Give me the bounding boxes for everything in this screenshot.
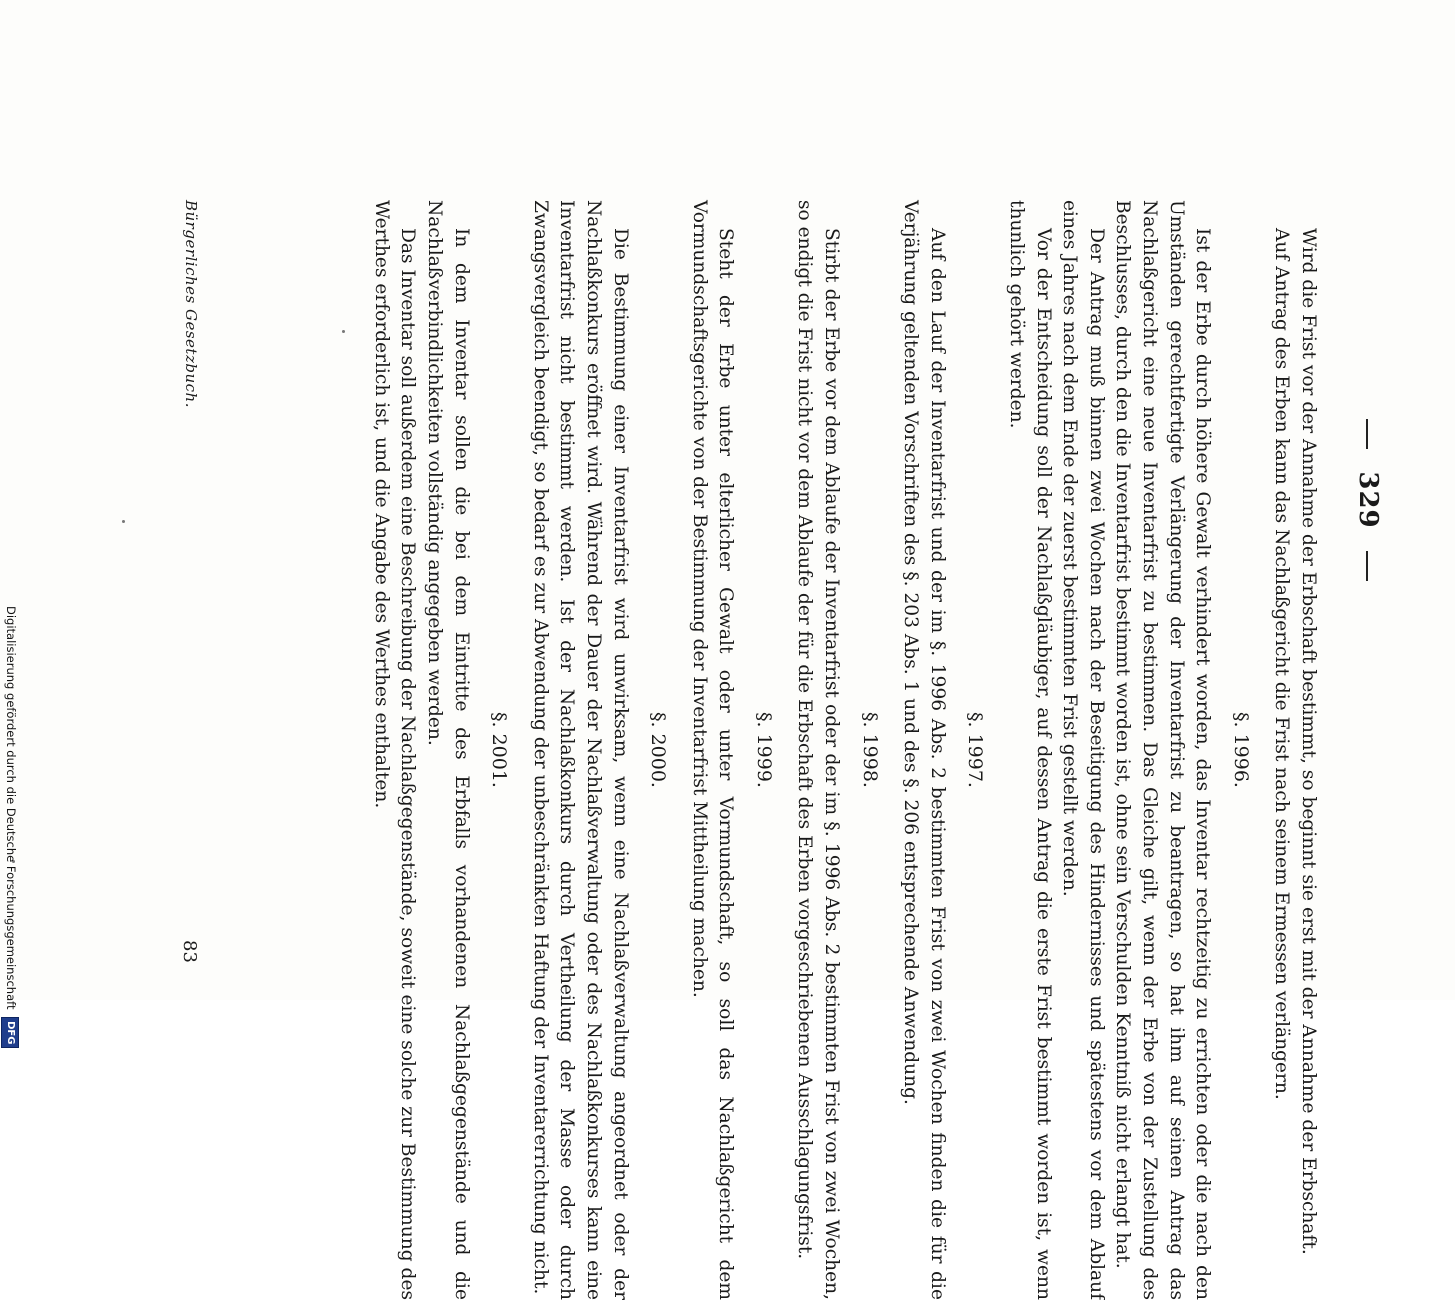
footer-signature-mark: 83 (179, 940, 200, 963)
intro-paragraph-2: Auf Antrag des Erben kann das Nachlaßgericht die Frist nach seinem Ermessen verlängern. (1271, 228, 1293, 1100)
section-1997-paragraph-1: Auf den Lauf der Inventarfrist und der im §. 1996 Abs. 2 bestimmten Frist von zwei Wochen finden die für die Verjährung geltenden Vorschriften des §. 203 Abs. 1 und des §. 206 entsprechende Anwendung. (900, 200, 948, 1300)
section-1996-paragraph-3: Vor der Entscheidung soll der Nachlaßgläubiger, auf dessen Antrag die erste Frist bestimmt worden ist, wenn thunlich gehört werden. (1006, 200, 1054, 1300)
section-1996-heading: §. 1996. (1229, 712, 1252, 788)
header-dash-left (1366, 419, 1368, 449)
digitization-credit-line (0, 606, 22, 1045)
footer-book-title: Bürgerliches Gesetzbuch. (182, 200, 200, 408)
page-footer (170, 200, 200, 1300)
scan-speck (342, 330, 345, 333)
section-1997-heading: §. 1997. (964, 712, 987, 788)
section-1999-heading: §. 1999. (752, 712, 775, 788)
section-2000-paragraph-1: Die Bestimmung einer Inventarfrist wird unwirksam, wenn eine Nachlaßverwaltung angeordnet oder der Nachlaßkonkurs eröffnet wird. Während der Dauer der Nachlaßverwaltung oder des Nachlaßkonkurses kann eine Inventarfrist nicht bestimmt werden. Ist der Nachlaßkonkurs durch Vertheilung der Masse oder durch Zwangsvergleich beendigt, so bedarf es zur Abwendung der unbeschränkten Haftung der Inventarerrichtung nicht. (529, 200, 631, 1300)
page-number: 329 (1353, 471, 1383, 529)
section-1996-paragraph-2: Der Antrag muß binnen zwei Wochen nach der Beseitigung des Hindernisses und spätestens vor dem Ablauf eines Jahres nach dem Ende der zuerst bestimmten Frist gestellt werden. (1059, 200, 1107, 1300)
section-1996-paragraph-1: Ist der Erbe durch höhere Gewalt verhindert worden, das Inventar rechtzeitig zu errichten oder die nach den Umständen gerechtfertigte Verlängerung der Inventarfrist zu beantragen, so hat ihm auf seinen Antrag das Nachlaßgericht eine neue Inventarfrist zu bestimmen. Das Gleiche gilt, wenn der Erbe von der Zustellung des Beschlusses, durch den die Inventarfrist bestimmt worden ist, ohne sein Verschulden Kenntniß nicht erlangt hat. (1112, 200, 1214, 1300)
section-1999-paragraph-1: Steht der Erbe unter elterlicher Gewalt oder unter Vormundschaft, so soll das Nachlaßgericht dem Vormundschaftsgerichte von der Bestimmung der Inventarfrist Mittheilung machen. (688, 200, 737, 1300)
section-2001-paragraph-2: Das Inventar soll außerdem eine Beschreibung der Nachlaßgegenstände, soweit eine solche zur Bestimmung des Werthes erforderlich ist, und die Angabe des Werthes enthalten. (370, 200, 419, 1300)
section-2001-paragraph-1: In dem Inventar sollen die bei dem Eintritte des Erbfalls vorhandenen Nachlaßgegenstände und die Nachlaßverbindlichkeiten vollständig angegeben werden. (423, 200, 472, 1300)
section-1998-heading: §. 1998. (858, 712, 881, 788)
intro-paragraph-1: Wird die Frist vor der Annahme der Erbschaft bestimmt, so beginnt sie erst mit der Annahme der Erbschaft. (1298, 228, 1319, 1255)
dfg-logo-icon: DFG (2, 1017, 20, 1048)
digitization-credit-text: Digitalisierung gefördert durch die Deutsche Forschungsgemeinschaft (4, 606, 18, 1010)
section-2001-heading: §. 2001. (488, 712, 511, 788)
scan-speck (122, 520, 125, 523)
section-1998-paragraph-1: Stirbt der Erbe vor dem Ablaufe der Inventarfrist oder der im §. 1996 Abs. 2 bestimmten Frist von zwei Wochen, so endigt die Frist nicht vor dem Ablaufe der für die Erbschaft des Erben vorgeschriebenen Ausschlagungsfrist. (794, 200, 843, 1300)
page-header (1353, 0, 1383, 1000)
section-2000-heading: §. 2000. (647, 712, 670, 788)
header-dash-right (1366, 551, 1368, 581)
page-body (367, 200, 1321, 1300)
digitization-credit (0, 0, 26, 1045)
